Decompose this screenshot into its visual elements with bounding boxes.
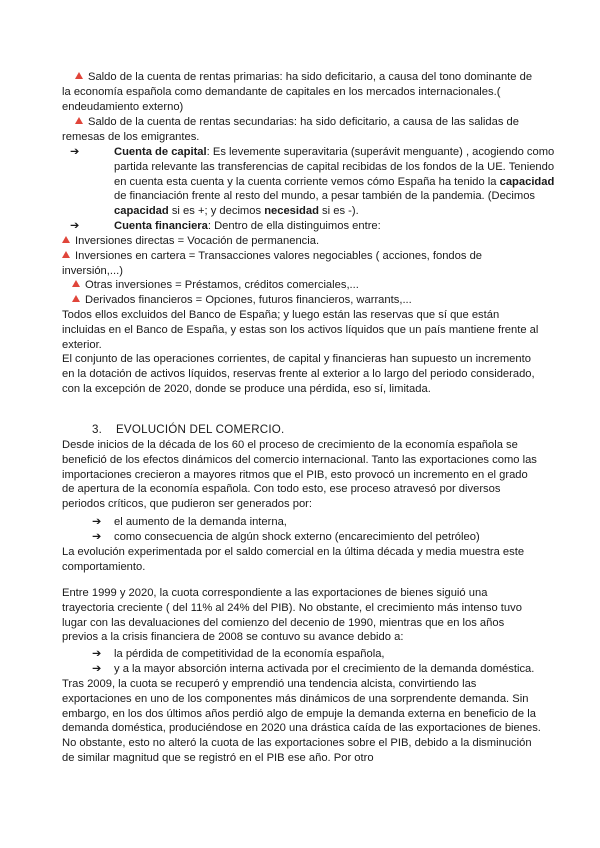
paragraph-cuota-exportaciones: Entre 1999 y 2020, la cuota correspondiente a las exportaciones de bienes siguió una trayectoria creciente ( del 11% al 24% del PIB). No obstante, el crecimiento más intenso tuvo lugar con las devaluaciones del comienzo del decenio de 1990, mientras que en los años previos a la crisis financiera de 2008 se contuvo su avance debido a: [62, 587, 522, 644]
arrow-item-absorcion-interna: ➔ y a la mayor absorción interna activada por el crecimiento de la demanda doméstica. [92, 663, 535, 675]
arrow-icon: ➔ [92, 516, 102, 528]
bullet-rentas-secundarias: Saldo de la cuenta de rentas secundarias: ha sido deficitario, a causa de las salidas de remesas de los emigrantes. [62, 116, 519, 143]
paragraph-banco-espana: Todos ellos excluidos del Banco de España; y luego están las reservas que sí que están incluidas en el Banco de España, y estas son los activos líquidos que un país mantiene frente al exterior. [62, 309, 539, 351]
bullet-inversiones-cartera: Inversiones en cartera = Transacciones valores negociables ( acciones, fondos de inversión,...) [62, 250, 483, 277]
paragraph-saldo-comercial: La evolución experimentada por el saldo comercial en la última década y media muestra este comportamiento. [62, 546, 525, 573]
paragraph-operaciones: El conjunto de las operaciones corrientes, de capital y financieras han supuesto un incremento en la dotación de activos líquidos, reservas frente al exterior a lo largo del periodo considerado, con la excepción de 2020, donde se produce una pérdida, eso sí, limitada. [62, 353, 535, 395]
arrow-item-cuenta-financiera: ➔ Cuenta financiera: Dentro de ella distinguimos entre: [70, 220, 381, 232]
paragraph-decada-60: Desde inicios de la década de los 60 el proceso de crecimiento de la economía española se benefició de los efectos dinámicos del comercio internacional. Tanto las exportaciones como las importaciones crecieron a mayores ritmos que el PIB, esto provocó un incremento en el grado de apertura de la economía española. Con todo esto, ese proceso atravesó por diversos periodos críticos, que pudieron ser generados por: [62, 439, 537, 511]
triangle-bullet-icon [72, 295, 80, 302]
arrow-item-cuenta-capital: ➔ Cuenta de capital: Es levemente superavitaria (superávit menguante) , acogiendo como partida relevante las transferencias de capital recibidas de los fondos de la UE. Teniendo en cuenta esta cuenta y la cuenta corriente vemos cómo España ha tenido la capacidad de financiación frente al resto del mundo, a pesar también de la pandemia. (Decimos capacidad si es +; y decimos necesidad si es -). [70, 146, 555, 218]
triangle-bullet-icon [75, 72, 83, 79]
arrow-icon: ➔ [70, 220, 80, 232]
bullet-derivados-financieros: Derivados financieros = Opciones, futuros financieros, warrants,... [62, 293, 542, 308]
bullet-otras-inversiones: Otras inversiones = Préstamos, créditos comerciales,... [62, 278, 542, 293]
arrow-item-shock-externo: ➔ como consecuencia de algún shock externo (encarecimiento del petróleo) [92, 531, 480, 543]
paragraph-tras-2009: Tras 2009, la cuota se recuperó y emprendió una tendencia alcista, convirtiendo las exportaciones en uno de los componentes más dinámicos de una sorprendente demanda. Sin embargo, en los dos últimos años perdió algo de empuje la demanda externa en beneficio de la demanda doméstica, produciéndose en 2020 una drástica caída de las exportaciones de bienes. No obstante, esto no alteró la cuota de las exportaciones sobre el PIB, debido a la disminución de similar magnitud que se registró en el PIB ese año. Por otro [62, 678, 541, 764]
term-cuenta-financiera: Cuenta financiera [114, 220, 208, 232]
arrow-icon: ➔ [92, 531, 102, 543]
triangle-bullet-icon [75, 117, 83, 124]
triangle-bullet-icon [72, 280, 80, 287]
arrow-item-competitividad: ➔ la pérdida de competitividad de la economía española, [92, 648, 385, 660]
section-heading: 3. EVOLUCIÓN DEL COMERCIO. [92, 423, 285, 436]
triangle-bullet-icon [62, 236, 70, 243]
arrow-icon: ➔ [92, 648, 102, 660]
arrow-icon: ➔ [70, 146, 80, 158]
arrow-item-demanda-interna: ➔ el aumento de la demanda interna, [92, 516, 287, 528]
bullet-inversiones-directas: Inversiones directas = Vocación de permanencia. [62, 234, 542, 249]
triangle-bullet-icon [62, 251, 70, 258]
bullet-rentas-primarias: Saldo de la cuenta de rentas primarias: ha sido deficitario, a causa del tono dominante de la economía española como demandante de capitales en los mercados internacionales.( endeudamiento externo) [62, 71, 533, 113]
term-cuenta-capital: Cuenta de capital [114, 146, 207, 158]
arrow-icon: ➔ [92, 663, 102, 675]
